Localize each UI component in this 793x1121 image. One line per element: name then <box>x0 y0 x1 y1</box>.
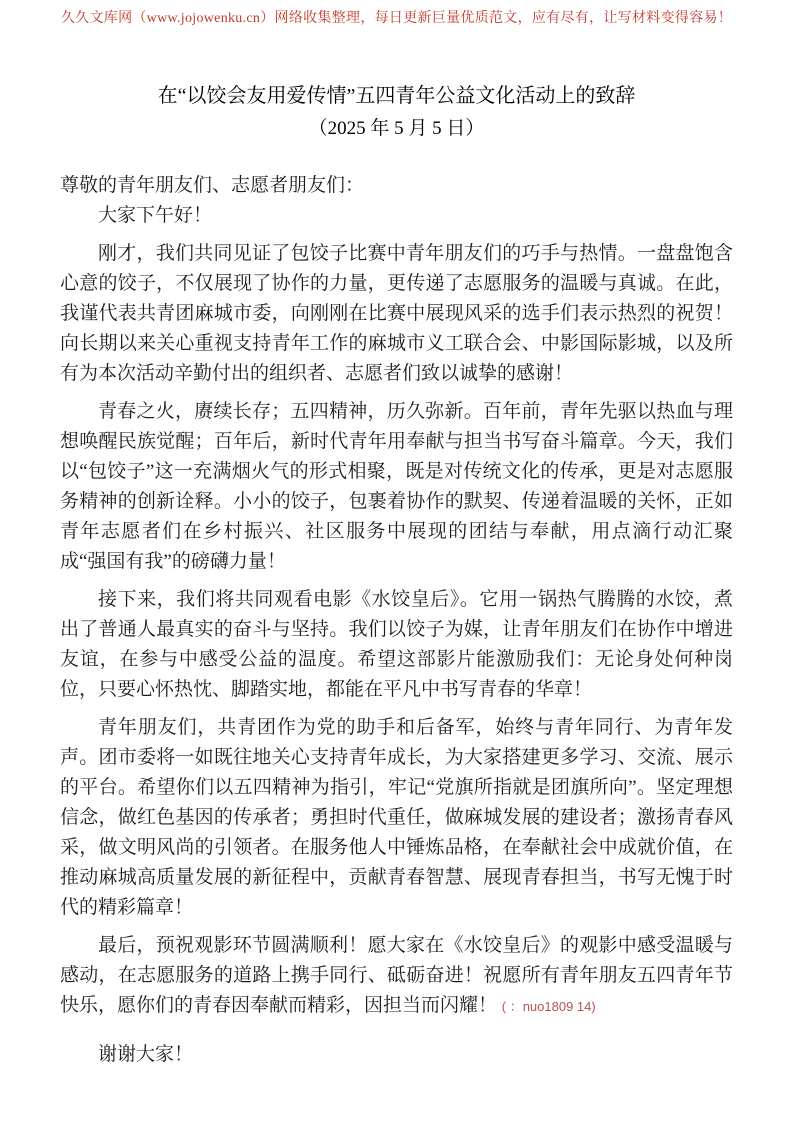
salutation-line: 尊敬的青年朋友们、志愿者朋友们： <box>60 175 365 196</box>
speech-document <box>60 83 733 1070</box>
paragraph-1: 刚才，我们共同见证了包饺子比赛中青年朋友们的巧手与热情。一盘盘饱含心意的饺子，不仅展现了协作的力量，更传递了志愿服务的温暖与真诚。在此，我谨代表共青团麻城市委，向刚刚在比赛中展现风采的选手们表示热烈的祝贺！向长期以来关心重视支持青年工作的麻城市义工联合会、中影国际影城，以及所有为本次活动辛勤付出的组织者、志愿者们致以诚挚的感谢！ <box>60 243 733 384</box>
paragraph-5-text: 最后，预祝观影环节圆满顺利！愿大家在《水饺皇后》的观影中感受温暖与感动，在志愿服务的道路上携手同行、砥砺奋进！祝愿所有青年朋友五四青年节快乐，愿你们的青春因奉献而精彩，因担当而闪耀！ <box>60 935 733 1016</box>
paragraph-3: 接下来，我们将共同观看电影《水饺皇后》。它用一锅热气腾腾的水饺，煮出了普通人最真实的奋斗与坚持。我们以饺子为媒，让青年朋友们在协作中增进友谊，在参与中感受公益的温度。希望这部影片能激励我们：无论身处何种岗位，只要心怀热忱、脚踏实地，都能在平凡中书写青春的华章！ <box>60 589 733 700</box>
thanks-line: 谢谢大家！ <box>98 1044 194 1065</box>
paragraph-2: 青春之火，赓续长存；五四精神，历久弥新。百年前，青年先驱以热血与理想唤醒民族觉醒；百年后，新时代青年用奉献与担当书写奋斗篇章。今天，我们以“包饺子”这一充满烟火气的形式相聚，既是对传统文化的传承，更是对志愿服务精神的创新诠释。小小的饺子，包裹着协作的默契、传递着温暖的关怀，正如青年志愿者们在乡村振兴、社区服务中展现的团结与奉献，用点滴行动汇聚成“强国有我”的磅礴力量！ <box>60 401 733 572</box>
site-header-notice: 久久文库网（www.jojowenku.cn）网络收集整理，每日更新巨量优质范文，应有尽有，让写材料变得容易！ <box>60 11 733 26</box>
greeting-line: 大家下午好！ <box>98 205 213 226</box>
watermark-inline-tag: ( ：nuo1809 14) <box>501 999 596 1014</box>
paragraph-4: 青年朋友们，共青团作为党的助手和后备军，始终与青年同行、为青年发声。团市委将一如既往地关心支持青年成长，为大家搭建更多学习、交流、展示的平台。希望你们以五四精神为指引，牢记“党旗所指就是团旗所向”。坚定理想信念，做红色基因的传承者；勇担时代重任，做麻城发展的建设者；激扬青春风采，做文明风尚的引领者。在服务他人中锤炼品格，在奉献社会中成就价值，在推动麻城高质量发展的新征程中，贡献青春智慧、展现青春担当，书写无愧于时代的精彩篇章！ <box>60 717 733 918</box>
paragraph-5 <box>60 931 733 1022</box>
doc-date: （2025 年 5 月 5 日） <box>308 118 485 139</box>
doc-title: 在“以饺会友用爱传情”五四青年公益文化活动上的致辞 <box>157 85 636 107</box>
